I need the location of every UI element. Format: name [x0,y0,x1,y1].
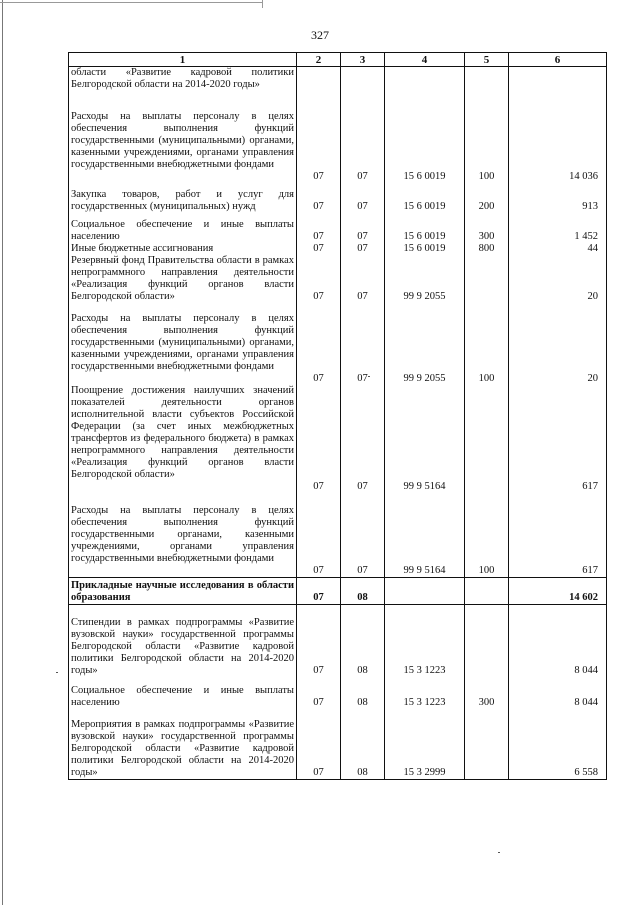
budget-table [68,52,607,780]
table-row [69,91,607,183]
row-amount [509,67,607,92]
table-row [69,183,607,213]
row-section: 07 [297,303,341,385]
row-expense-type [465,255,509,303]
table-row [69,385,607,493]
row-name: Расходы на выплаты персоналу в целях обеспечения выполнения функций государственными органами, казенными учреждениями, органами управления государственными внебюджетными фондами [69,493,297,578]
row-expense-type: 100 [465,91,509,183]
row-section: 07 [297,493,341,578]
table-row [69,243,607,255]
row-expense-type: 100 [465,303,509,385]
row-amount: 20 [509,303,607,385]
row-amount: 6 558 [509,709,607,780]
row-name: Стипендии в рамках подпрограммы «Развитие вузовской науки» государственной программы Белгородской области «Развитие кадровой политики Белгородской области на 2014-2020 годы» [69,605,297,678]
scan-top-tick [262,0,263,8]
header-col-1: 1 [69,53,297,67]
row-subsection: 07 [341,303,385,385]
row-expense-type: 300 [465,677,509,709]
row-subsection: 07 [341,243,385,255]
row-amount: 20 [509,255,607,303]
row-name: Прикладные научные исследования в области образования [69,578,297,605]
row-section: 07 [297,677,341,709]
row-amount: 617 [509,493,607,578]
row-name: Иные бюджетные ассигнования [69,243,297,255]
header-col-5: 5 [465,53,509,67]
row-amount: 1 452 [509,213,607,243]
row-amount: 14 036 [509,91,607,183]
row-section: 07 [297,709,341,780]
row-subsection: 07 [341,255,385,303]
row-target-article: 15 6 0019 [385,213,465,243]
row-section: 07 [297,183,341,213]
row-section: 07 [297,243,341,255]
row-name: области «Развитие кадровой политики Белгородской области на 2014-2020 годы» [69,67,297,92]
header-col-6: 6 [509,53,607,67]
table-row [69,493,607,578]
row-subsection: 07 [341,385,385,493]
scan-speck [498,852,500,853]
table-row [69,67,607,92]
row-amount: 913 [509,183,607,213]
row-target-article: 99 9 5164 [385,385,465,493]
row-name: Резервный фонд Правительства области в рамках непрограммного направления деятельности «Реализация функций органов власти Белгородской области» [69,255,297,303]
row-target-article: 99 9 2055 [385,255,465,303]
row-name: Закупка товаров, работ и услуг для государственных (муниципальных) нужд [69,183,297,213]
scan-speck [368,376,370,377]
row-amount: 44 [509,243,607,255]
row-subsection: 08 [341,605,385,678]
row-subsection: 08 [341,578,385,605]
table-row-subtotal [69,578,607,605]
row-expense-type: 300 [465,213,509,243]
row-target-article: 15 3 1223 [385,677,465,709]
row-expense-type: 800 [465,243,509,255]
row-amount: 14 602 [509,578,607,605]
row-section: 07 [297,605,341,678]
row-section: 07 [297,91,341,183]
row-expense-type: 100 [465,493,509,578]
scan-left-edge [2,0,3,905]
row-section: 07 [297,255,341,303]
table-row [69,605,607,678]
table-row [69,709,607,780]
row-name: Расходы на выплаты персоналу в целях обеспечения выполнения функций государственными (муниципальными) органами, казенными учреждениями, органами управления государственными внебюджетными фондами [69,91,297,183]
row-subsection: 07 [341,91,385,183]
row-expense-type [465,709,509,780]
row-name: Социальное обеспечение и иные выплаты населению [69,213,297,243]
row-subsection: 07 [341,183,385,213]
row-subsection: 07 [341,213,385,243]
row-name: Мероприятия в рамках подпрограммы «Развитие вузовской науки» государственной программы Белгородской области «Развитие кадровой политики Белгородской области на 2014-2020 годы» [69,709,297,780]
row-section: 07 [297,385,341,493]
row-expense-type [465,578,509,605]
row-expense-type [465,385,509,493]
row-subsection: 08 [341,677,385,709]
row-target-article: 99 9 2055 [385,303,465,385]
row-target-article: 15 6 0019 [385,91,465,183]
table-row [69,677,607,709]
header-col-3: 3 [341,53,385,67]
table-row [69,303,607,385]
row-subsection [341,67,385,92]
row-section: 07 [297,213,341,243]
row-amount: 8 044 [509,677,607,709]
row-subsection: 08 [341,709,385,780]
row-name: Поощрение достижения наилучших значений показателей деятельности органов исполнительной власти субъектов Российской Федерации (за счет иных межбюджетных трансфертов из федерального бюджета) в рамках непрограммного направления деятельности «Реализация функций органов власти Белгородской области» [69,385,297,493]
row-name: Социальное обеспечение и иные выплаты населению [69,677,297,709]
row-expense-type [465,67,509,92]
row-target-article: 15 3 1223 [385,605,465,678]
scan-top-edge [0,2,262,3]
row-subsection: 07 [341,493,385,578]
row-target-article: 15 6 0019 [385,243,465,255]
scan-speck [56,672,58,673]
row-section [297,67,341,92]
table-header-row [69,53,607,67]
row-target-article: 15 6 0019 [385,183,465,213]
row-target-article [385,578,465,605]
row-amount: 8 044 [509,605,607,678]
row-target-article: 99 9 5164 [385,493,465,578]
header-col-4: 4 [385,53,465,67]
row-expense-type: 200 [465,183,509,213]
row-target-article: 15 3 2999 [385,709,465,780]
row-target-article [385,67,465,92]
page-number: 327 [311,28,329,42]
row-expense-type [465,605,509,678]
header-col-2: 2 [297,53,341,67]
row-section: 07 [297,578,341,605]
row-name: Расходы на выплаты персоналу в целях обеспечения выполнения функций государственными (муниципальными) органами, казенными учреждениями, органами управления государственными внебюджетными фондами [69,303,297,385]
table-row [69,255,607,303]
table-row [69,213,607,243]
row-amount: 617 [509,385,607,493]
